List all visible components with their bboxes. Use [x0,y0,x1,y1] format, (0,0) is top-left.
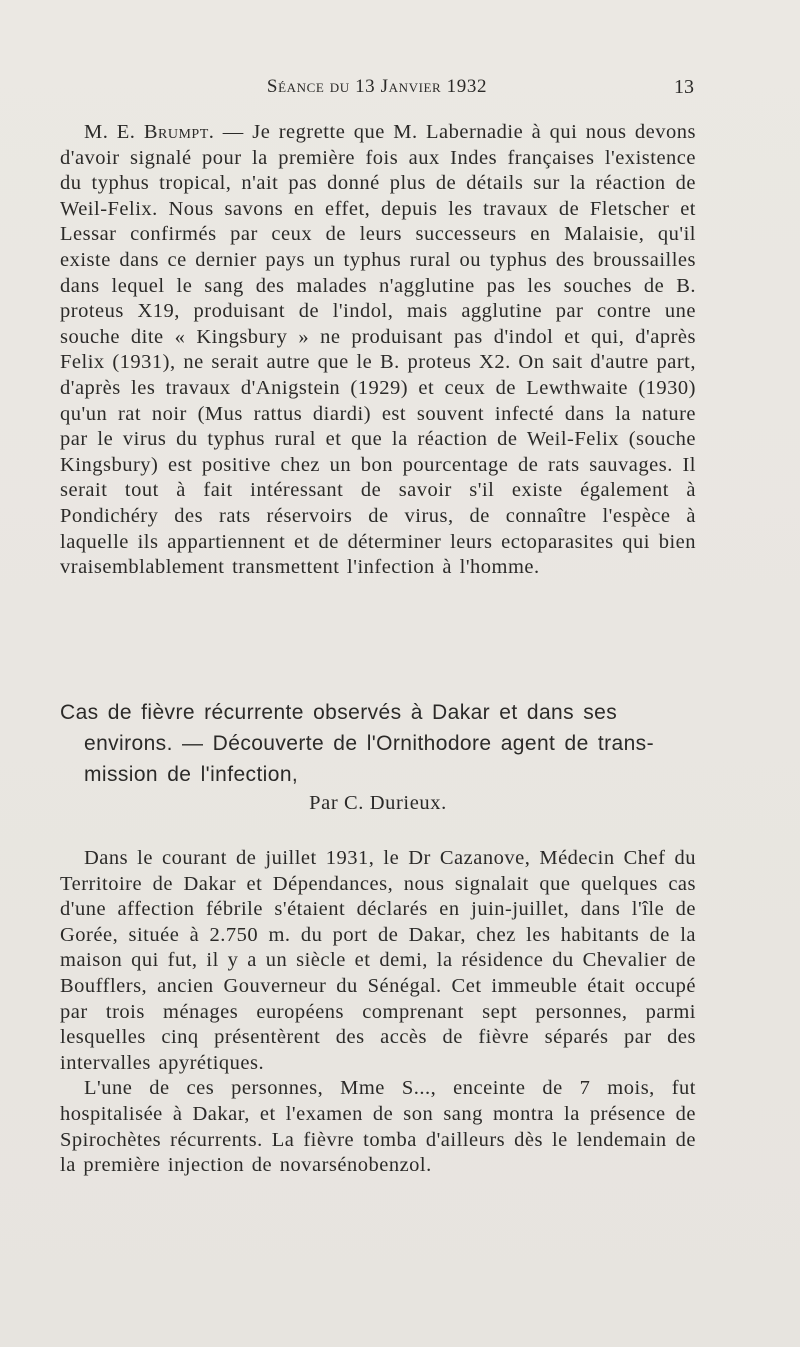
article-title-line: mission de l'infection, [84,763,299,786]
running-title: Séance du 13 Janvier 1932 [266,76,488,97]
discussion-block [60,120,696,581]
speaker-name: M. E. Brumpt. [84,121,215,143]
article-byline: Par C. Durieux. [309,792,447,814]
article-body [60,846,696,1179]
article-title [60,697,696,790]
discussion-text: — Je regrette que M. Labernadie à qui nous devons d'avoir signalé pour la première fois aux Indes françaises l'existence du typhus tropical, n'ait pas donné plus de détails sur la réaction de Weil-Felix. Nous savons en effet, depuis les travaux de Fletscher et Lessar confirmés par ceux de leurs successeurs en Malaisie, qu'il existe dans ce dernier pays un typhus rural ou typhus des broussailles dans lequel le sang des malades n'agglutine pas les souches de B. proteus X19, produisant de l'indol, mais agglutine par contre une souche dite « Kingsbury » ne produisant pas d'indol et qui, d'après Felix (1931), ne serait autre que le B. proteus X2. On sait d'autre part, d'après les travaux d'Anigstein (1929) et ceux de Lewthwaite (1930) qu'un rat noir (Mus rattus diardi) est souvent infecté dans la nature par le virus du typhus rural et que la réaction de Weil-Felix (souche Kingsbury) est positive chez un bon pourcentage de rats sauvages. Il serait tout à fait intéressant de savoir s'il existe également à Pondichéry des rats réservoirs de virus, de connaître l'espèce à laquelle ils appartiennent et de déterminer leurs ectoparasites qui bien vraisemblablement transmettent l'infection à l'homme. [60,121,696,579]
article-title-line: environs. — Découverte de l'Ornithodore agent de trans- [84,732,654,755]
article-title-line: Cas de fièvre récurrente observés à Dakar et dans ses [60,701,618,724]
discussion-paragraph [60,120,696,581]
article-paragraph: L'une de ces personnes, Mme S..., enceinte de 7 mois, fut hospitalisée à Dakar, et l'examen de son sang montra la présence de Spirochètes récurrents. La fièvre tomba d'ailleurs dès le lendemain de la première injection de novarsénobenzol. [60,1077,696,1177]
page-header [60,76,694,102]
page-number: 13 [674,76,694,98]
article-paragraph: Dans le courant de juillet 1931, le Dr Cazanove, Médecin Chef du Territoire de Dakar et Dépendances, nous signalait que quelques cas d'une affection fébrile s'étaient déclarés en juin-juillet, dans l'île de Gorée, située à 2.750 m. du port de Dakar, chez les habitants de la maison qui fut, il y a un siècle et demi, la résidence du Chevalier de Boufflers, ancien Gouverneur du Sénégal. Cet immeuble était occupé par trois ménages européens comprenant sept personnes, parmi lesquelles cinq présentèrent des accès de fièvre séparés par des intervalles apyrétiques. [60,847,696,1074]
